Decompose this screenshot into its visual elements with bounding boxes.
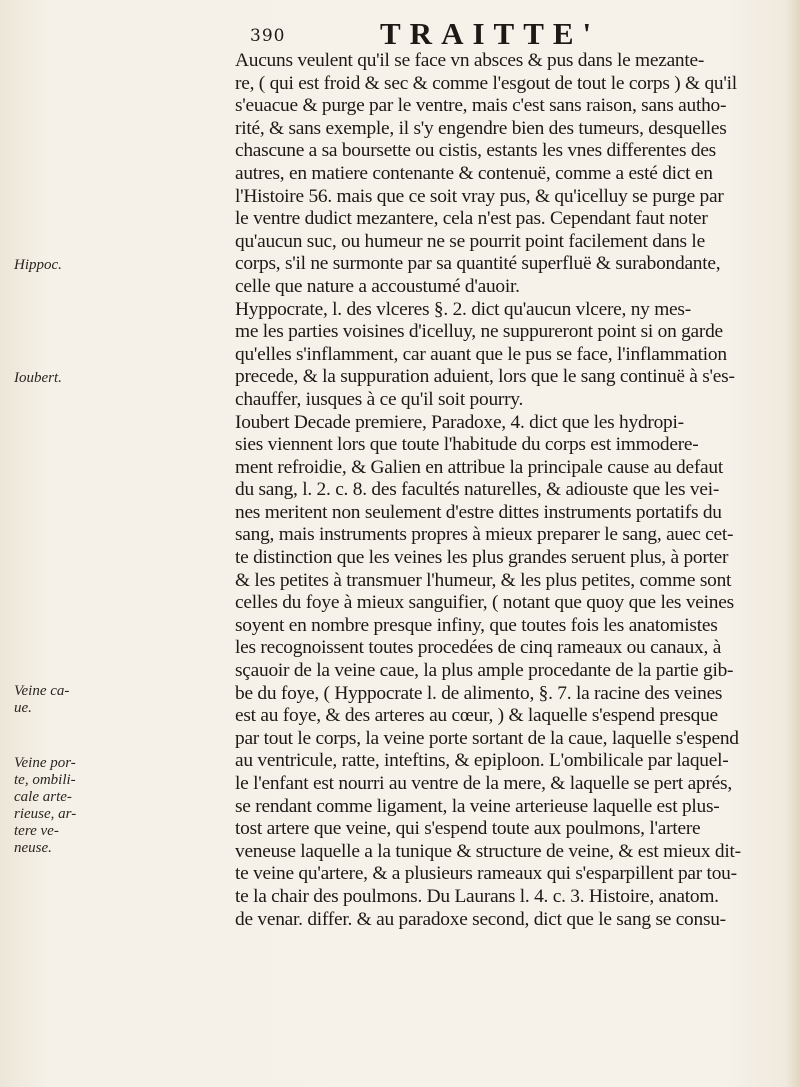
text-line: precede, & la suppuration aduient, lors que le sang continuë à s'es-	[235, 366, 735, 388]
text-line: corps, s'il ne surmonte par sa quantité superfluë & surabondante,	[235, 253, 721, 275]
text-line: qu'elles s'inflamment, car auant que le pus se face, l'inflammation	[235, 343, 727, 365]
margin-note-veine-porte	[14, 755, 94, 857]
text-line: sçauoir de la veine caue, la plus ample procedante de la partie gib-	[235, 660, 734, 682]
margin-note-line: Ioubert.	[14, 370, 62, 386]
text-line: chascune a sa boursette ou cistis, estants les vnes differentes des	[235, 140, 716, 162]
page-number: 390	[250, 26, 286, 46]
margin-note-line: cale arte-	[14, 789, 72, 805]
text-line: s'euacue & purge par le ventre, mais c'est sans raison, sans autho-	[235, 95, 727, 117]
text-line: sang, mais instruments propres à mieux preparer le sang, auec cet-	[235, 524, 734, 546]
text-line: rité, & sans exemple, il s'y engendre bien des tumeurs, desquelles	[235, 117, 727, 139]
text-line: be du foye, ( Hyppocrate l. de alimento, §. 7. la racine des veines	[235, 682, 723, 704]
text-line: celles du foye à mieux sanguifier, ( notant que quoy que les veines	[235, 592, 734, 614]
text-line: le ventre dudict mezantere, cela n'est pas. Cependant faut noter	[235, 208, 708, 230]
body-text	[235, 50, 785, 931]
margin-note-line: tere ve-	[14, 823, 59, 839]
margin-note-line: neuse.	[14, 840, 52, 856]
text-line: te la chair des poulmons. Du Laurans l. 4. c. 3. Histoire, anatom.	[235, 885, 719, 907]
text-line: se rendant comme ligament, la veine arterieuse laquelle est plus-	[235, 795, 720, 817]
text-line: tost artere que veine, qui s'espend toute aux poulmons, l'artere	[235, 818, 701, 840]
text-line: te distinction que les veines les plus grandes seruent plus, à porter	[235, 547, 729, 569]
text-line: de venar. differ. & au paradoxe second, dict que le sang se consu-	[235, 908, 726, 930]
text-line: celle que nature a accoustumé d'auoir.	[235, 275, 520, 297]
margin-note-hippoc	[14, 257, 94, 274]
text-line: au ventricule, ratte, inteftins, & epiploon. L'ombilicale par laquel-	[235, 750, 729, 772]
margin-note-line: Veine por-	[14, 755, 76, 771]
text-line: du sang, l. 2. c. 8. des facultés naturelles, & adiouste que les vei-	[235, 479, 720, 501]
text-line: veneuse laquelle a la tunique & structure de veine, & est mieux dit-	[235, 840, 741, 862]
margin-note-line: te, ombili-	[14, 772, 76, 788]
text-line: te veine qu'artere, & a plusieurs rameaux qui s'esparpillent par tou-	[235, 863, 737, 885]
text-line: le l'enfant est nourri au ventre de la mere, & laquelle se pert aprés,	[235, 773, 732, 794]
text-line: re, ( qui est froid & sec & comme l'esgout de tout le corps ) & qu'il	[235, 72, 737, 94]
text-line: sies viennent lors que toute l'habitude du corps est immodere-	[235, 434, 699, 456]
margin-note-veine-caue	[14, 683, 94, 717]
text-line: & les petites à transmuer l'humeur, & les plus petites, comme sont	[235, 569, 732, 591]
text-line: ment refroidie, & Galien en attribue la principale cause au defaut	[235, 456, 723, 478]
text-line: soyent en nombre presque infiny, que toutes fois les anatomistes	[235, 614, 718, 636]
margin-note-line: rieuse, ar-	[14, 806, 77, 822]
text-line: me les parties voisines d'icelluy, ne suppureront point si on garde	[235, 321, 723, 343]
text-line: chauffer, iusques à ce qu'il soit pourry.	[235, 388, 524, 410]
margin-note-joubert	[14, 370, 94, 387]
text-line: Ioubert Decade premiere, Paradoxe, 4. dict que les hydropi-	[235, 411, 684, 433]
text-line: Aucuns veulent qu'il se face vn absces & pus dans le mezante-	[235, 50, 705, 71]
text-line: par tout le corps, la veine porte sortant de la caue, laquelle s'espend	[235, 727, 739, 749]
margin-note-line: Hippoc.	[14, 257, 62, 273]
page-edge-stain	[786, 0, 800, 1087]
margin-note-line: Veine ca-	[14, 683, 70, 699]
running-title: TRAITTE'	[380, 16, 601, 51]
page-header	[250, 14, 770, 54]
text-line: les recognoissent toutes procedées de cinq rameaux ou canaux, à	[235, 637, 722, 659]
text-line: est au foye, & des arteres au cœur, ) & laquelle s'espend presque	[235, 705, 718, 727]
text-line: l'Histoire 56. mais que ce soit vray pus, & qu'icelluy se purge par	[235, 185, 724, 207]
margin-note-line: ue.	[14, 700, 32, 716]
text-line: qu'aucun suc, ou humeur ne se pourrit point facilement dans le	[235, 230, 705, 252]
text-line: nes meritent non seulement d'estre dittes instruments portatifs du	[235, 501, 722, 523]
text-line: autres, en matiere contenante & contenuë, comme a esté dict en	[235, 162, 713, 184]
text-line: Hyppocrate, l. des vlceres §. 2. dict qu'aucun vlcere, ny mes-	[235, 298, 691, 320]
